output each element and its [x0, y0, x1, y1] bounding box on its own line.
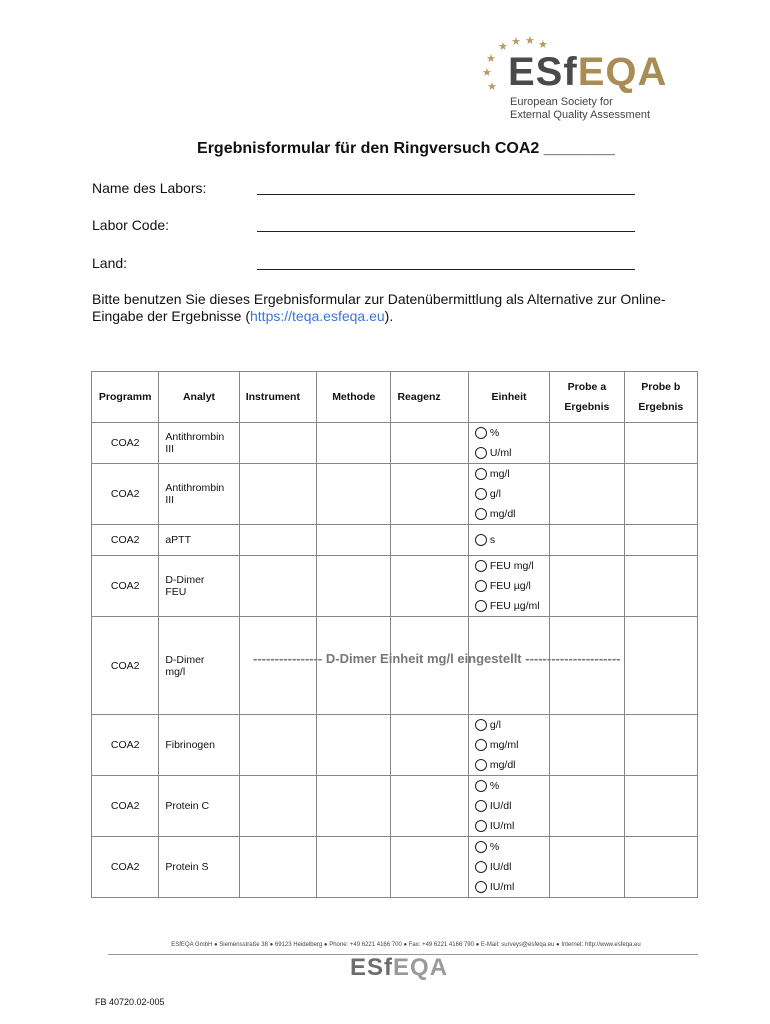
- table-row: [92, 556, 698, 617]
- intro-text: Bitte benutzen Sie dieses Ergebnisformular zur Datenübermittlung als Alternative zur Online-Eingabe der Ergebnisse (https://teqa.esfeqa.eu).: [92, 291, 666, 324]
- field-label-name: Name des Labors:: [92, 180, 207, 196]
- table-row: [92, 776, 698, 837]
- cell-probe-a-ergebnis[interactable]: [550, 837, 624, 898]
- unit-label: s: [489, 534, 496, 546]
- analyt-line: aPTT: [165, 534, 191, 546]
- col-programm: Programm: [92, 372, 159, 423]
- radio-icon[interactable]: [475, 534, 487, 546]
- radio-icon[interactable]: [475, 560, 487, 572]
- radio-icon[interactable]: [475, 759, 487, 771]
- unit-label: FEU µg/ml: [489, 600, 540, 612]
- field-label-code: Labor Code:: [92, 217, 170, 233]
- radio-icon[interactable]: [475, 427, 487, 439]
- cell-reagenz[interactable]: [391, 715, 468, 776]
- table-header: [92, 372, 698, 423]
- analyt-line: mg/l: [165, 665, 186, 678]
- cell-probe-b-ergebnis[interactable]: [624, 617, 697, 715]
- radio-icon[interactable]: [475, 719, 487, 731]
- cell-methode[interactable]: [317, 837, 391, 898]
- radio-icon[interactable]: [475, 468, 487, 480]
- unit-label: FEU µg/l: [489, 580, 531, 592]
- cell-programm: COA2: [92, 776, 159, 837]
- cell-programm: COA2: [92, 617, 159, 715]
- cell-probe-b-ergebnis[interactable]: [624, 464, 697, 525]
- field-label-land: Land:: [92, 255, 128, 271]
- table-row: [92, 715, 698, 776]
- esfeqa-logo: [478, 34, 678, 126]
- unit-option[interactable]: [475, 556, 543, 576]
- radio-icon[interactable]: [475, 820, 487, 832]
- cell-analyt: [159, 423, 239, 464]
- unit-option[interactable]: [475, 877, 543, 897]
- cell-einheit: [468, 525, 549, 556]
- cell-analyt: [159, 525, 239, 556]
- unit-option[interactable]: [475, 596, 543, 616]
- unit-option[interactable]: [475, 504, 543, 524]
- star-icon: ★: [525, 35, 535, 47]
- cell-reagenz[interactable]: [391, 776, 468, 837]
- form-number: FB 40720.02-005: [95, 997, 165, 1007]
- radio-icon[interactable]: [475, 861, 487, 873]
- analyt-line: Antithrombin: [165, 431, 225, 443]
- cell-instrument[interactable]: [239, 556, 316, 617]
- unit-option[interactable]: [475, 796, 543, 816]
- teqa-link[interactable]: https://teqa.esfeqa.eu: [250, 308, 385, 324]
- col-probe-a: Probe a Ergebnis: [550, 372, 624, 423]
- radio-icon[interactable]: [475, 488, 487, 500]
- star-icon: ★: [487, 81, 497, 93]
- cell-methode[interactable]: [317, 776, 391, 837]
- cell-reagenz[interactable]: [391, 423, 468, 464]
- cell-reagenz[interactable]: [391, 464, 468, 525]
- unit-label: mg/dl: [489, 508, 516, 520]
- unit-label: %: [489, 780, 500, 792]
- radio-icon[interactable]: [475, 508, 487, 520]
- radio-icon[interactable]: [475, 447, 487, 459]
- col-einheit: Einheit: [468, 372, 549, 423]
- unit-label: mg/l: [489, 468, 510, 480]
- analyt-line: D-Dimer: [165, 574, 205, 586]
- cell-probe-b-ergebnis[interactable]: [624, 423, 697, 464]
- table-row: [92, 423, 698, 464]
- cell-instrument[interactable]: [239, 837, 316, 898]
- cell-probe-a-ergebnis[interactable]: [550, 423, 624, 464]
- radio-icon[interactable]: [475, 580, 487, 592]
- cell-analyt: [159, 556, 239, 617]
- col-probe-b: Probe b Ergebnis: [624, 372, 697, 423]
- star-icon: ★: [511, 36, 521, 48]
- cell-instrument[interactable]: [239, 525, 316, 556]
- cell-programm: COA2: [92, 525, 159, 556]
- cell-programm: COA2: [92, 556, 159, 617]
- unit-option[interactable]: [475, 423, 543, 443]
- cell-analyt: [159, 837, 239, 898]
- cell-analyt: [159, 464, 239, 525]
- unit-label: mg/dl: [489, 759, 516, 771]
- analyt-line: Antithrombin: [165, 482, 225, 494]
- star-icon: ★: [482, 67, 492, 79]
- cell-instrument[interactable]: [239, 776, 316, 837]
- unit-option[interactable]: [475, 715, 543, 735]
- cell-reagenz[interactable]: [391, 556, 468, 617]
- cell-probe-b-ergebnis[interactable]: [624, 776, 697, 837]
- cell-einheit: [468, 837, 549, 898]
- field-line-name[interactable]: [257, 194, 635, 195]
- cell-programm: COA2: [92, 423, 159, 464]
- table-row: [92, 464, 698, 525]
- radio-icon[interactable]: [475, 841, 487, 853]
- cell-einheit: [468, 776, 549, 837]
- star-icon: ★: [486, 53, 496, 65]
- unit-option[interactable]: [475, 576, 543, 596]
- cell-probe-b-ergebnis[interactable]: [624, 837, 697, 898]
- footer-contact: ESfEQA GmbH ● Siemensstraße 38 ● 69123 Heidelberg ● Phone: +49 6221 4166 700 ● Fax: +49 6221 4166 790 ● E-Mail: surveys@esfeqa.eu ● Internet: http://www.esfeqa.eu: [171, 942, 641, 948]
- unit-option[interactable]: [475, 443, 543, 463]
- unit-option[interactable]: [475, 755, 543, 775]
- cell-analyt: [159, 715, 239, 776]
- col-instrument: Instrument: [239, 372, 316, 423]
- cell-methode[interactable]: [317, 556, 391, 617]
- cell-programm: COA2: [92, 464, 159, 525]
- cell-probe-a-ergebnis[interactable]: [550, 464, 624, 525]
- unit-option[interactable]: [475, 816, 543, 836]
- radio-icon[interactable]: [475, 600, 487, 612]
- star-icon: ★: [498, 41, 508, 53]
- analyt-line: Fibrinogen: [165, 739, 215, 751]
- cell-methode[interactable]: [317, 423, 391, 464]
- analyt-line: FEU: [165, 586, 187, 598]
- unit-option[interactable]: [475, 484, 543, 504]
- table-row: [92, 837, 698, 898]
- cell-analyt: [159, 617, 239, 715]
- unit-label: IU/ml: [489, 881, 515, 893]
- cell-probe-b-ergebnis[interactable]: [624, 556, 697, 617]
- star-icon: ★: [538, 39, 548, 51]
- footer-logo: ESfEQA: [350, 954, 449, 981]
- radio-icon[interactable]: [475, 800, 487, 812]
- unit-label: IU/ml: [489, 820, 515, 832]
- cell-methode[interactable]: [317, 715, 391, 776]
- unit-label: IU/dl: [489, 861, 512, 873]
- cell-einheit: [468, 715, 549, 776]
- logo-tagline-2: External Quality Assessment: [510, 109, 651, 121]
- cell-probe-a-ergebnis[interactable]: [550, 776, 624, 837]
- unit-option[interactable]: [475, 464, 543, 484]
- unit-label: g/l: [489, 719, 501, 731]
- unit-label: g/l: [489, 488, 501, 500]
- table-row: [92, 525, 698, 556]
- analyt-line: III: [165, 494, 175, 506]
- unit-label: %: [489, 841, 500, 853]
- col-reagenz: Reagenz: [391, 372, 468, 423]
- cell-methode[interactable]: [317, 464, 391, 525]
- cell-reagenz[interactable]: [391, 525, 468, 556]
- d-dimer-note: ---------------- D-Dimer Einheit mg/l eingestellt ----------------------: [253, 651, 621, 666]
- unit-option[interactable]: [475, 857, 543, 877]
- col-analyt: Analyt: [159, 372, 239, 423]
- cell-programm: COA2: [92, 715, 159, 776]
- unit-option[interactable]: [475, 735, 543, 755]
- cell-probe-a-ergebnis[interactable]: [550, 715, 624, 776]
- radio-icon[interactable]: [475, 881, 487, 893]
- results-table: [91, 371, 698, 898]
- unit-label: FEU mg/l: [489, 560, 534, 572]
- logo-wordmark: ESfEQA: [508, 50, 668, 94]
- col-methode: Methode: [317, 372, 391, 423]
- analyt-line: Protein S: [165, 861, 209, 873]
- unit-option[interactable]: [475, 776, 543, 796]
- cell-einheit: [468, 556, 549, 617]
- unit-option[interactable]: [475, 837, 543, 857]
- cell-analyt: [159, 776, 239, 837]
- analyt-line: Protein C: [165, 800, 210, 812]
- cell-probe-a-ergebnis[interactable]: [550, 525, 624, 556]
- radio-icon[interactable]: [475, 780, 487, 792]
- cell-reagenz[interactable]: [391, 837, 468, 898]
- cell-instrument[interactable]: [239, 423, 316, 464]
- cell-probe-a-ergebnis[interactable]: [550, 556, 624, 617]
- logo-tagline-1: European Society for: [510, 96, 613, 108]
- cell-instrument[interactable]: [239, 464, 316, 525]
- unit-label: U/ml: [489, 447, 512, 459]
- cell-methode[interactable]: [317, 525, 391, 556]
- unit-label: %: [489, 427, 500, 439]
- cell-einheit: [468, 464, 549, 525]
- unit-label: mg/ml: [489, 739, 519, 751]
- cell-programm: COA2: [92, 837, 159, 898]
- cell-probe-b-ergebnis[interactable]: [624, 715, 697, 776]
- analyt-line: D-Dimer: [165, 653, 205, 666]
- page-title: Ergebnisformular für den Ringversuch COA2 ________: [197, 140, 615, 157]
- radio-icon[interactable]: [475, 739, 487, 751]
- cell-einheit: [468, 423, 549, 464]
- cell-instrument[interactable]: [239, 715, 316, 776]
- unit-option[interactable]: [475, 530, 543, 550]
- unit-label: IU/dl: [489, 800, 512, 812]
- field-line-land[interactable]: [257, 269, 635, 270]
- analyt-line: III: [165, 443, 175, 455]
- cell-probe-b-ergebnis[interactable]: [624, 525, 697, 556]
- field-line-code[interactable]: [257, 231, 635, 232]
